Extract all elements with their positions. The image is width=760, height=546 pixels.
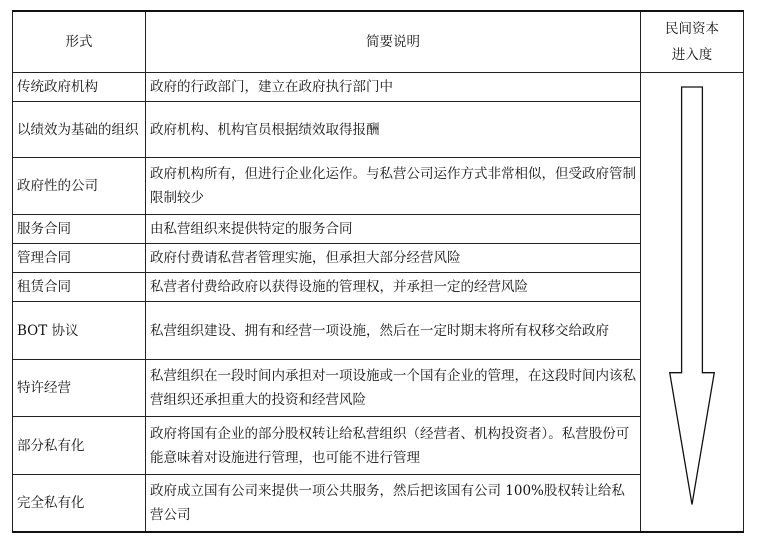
form-cell: 以绩效为基础的组织 xyxy=(13,102,146,158)
form-cell: 政府性的公司 xyxy=(13,158,146,215)
table-row xyxy=(13,244,744,273)
header-description: 简要说明 xyxy=(146,11,641,73)
description-cell: 政府机构所有，但进行企业化运作。与私营公司运作方式非常相似，但受政府管制限制较少 xyxy=(146,158,641,215)
arrow-cell xyxy=(641,73,744,532)
description-cell: 由私营组织来提供特定的服务合同 xyxy=(146,215,641,244)
form-cell: 特许经营 xyxy=(13,360,146,417)
header-row xyxy=(13,11,744,73)
form-cell: 租赁合同 xyxy=(13,273,146,302)
description-cell: 私营组织建设、拥有和经营一项设施，然后在一定时期末将所有权移交给政府 xyxy=(146,302,641,360)
description-cell: 政府机构、机构官员根据绩效取得报酬 xyxy=(146,102,641,158)
form-cell: 部分私有化 xyxy=(13,417,146,475)
comparison-table xyxy=(12,10,744,533)
header-form: 形式 xyxy=(13,11,146,73)
description-cell: 政府将国有企业的部分股权转让给私营组织（经营者、机构投资者）。私营股份可能意味着对设施进行管理，也可能不进行管理 xyxy=(146,417,641,475)
description-cell: 私营组织在一段时间内承担对一项设施或一个国有企业的管理，在这段时间内该私营组织还承担重大的投资和经营风险 xyxy=(146,360,641,417)
form-cell: 完全私有化 xyxy=(13,475,146,532)
table-row xyxy=(13,73,744,102)
table-row xyxy=(13,475,744,532)
table-row xyxy=(13,273,744,302)
down-arrow-icon xyxy=(641,73,743,531)
description-cell: 政府付费请私营者管理实施，但承担大部分经营风险 xyxy=(146,244,641,273)
table-row xyxy=(13,215,744,244)
form-cell: 管理合同 xyxy=(13,244,146,273)
header-private-capital xyxy=(641,11,744,73)
header-private-capital-line2: 进入度 xyxy=(671,47,713,63)
form-cell: BOT 协议 xyxy=(13,302,146,360)
description-cell: 政府成立国有公司来提供一项公共服务，然后把该国有公司 100%股权转让给私营公司 xyxy=(146,475,641,532)
header-private-capital-line1: 民间资本 xyxy=(665,21,719,37)
table-row xyxy=(13,158,744,215)
table-row xyxy=(13,360,744,417)
table-row xyxy=(13,302,744,360)
description-cell: 私营者付费给政府以获得设施的管理权，并承担一定的经营风险 xyxy=(146,273,641,302)
table-row xyxy=(13,417,744,475)
table-row xyxy=(13,102,744,158)
form-cell: 传统政府机构 xyxy=(13,73,146,102)
form-cell: 服务合同 xyxy=(13,215,146,244)
description-cell: 政府的行政部门，建立在政府执行部门中 xyxy=(146,73,641,102)
